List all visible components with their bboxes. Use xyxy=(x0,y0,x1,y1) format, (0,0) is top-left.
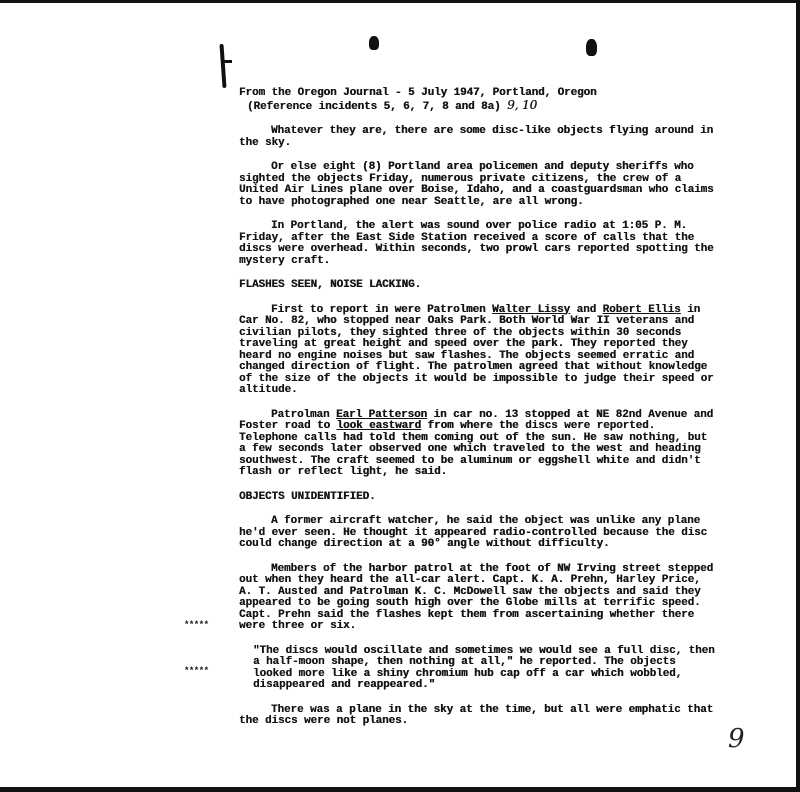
header-line-2 xyxy=(239,97,719,114)
reference-incidents: (Reference incidents 5, 6, 7, 8 and 8a) xyxy=(247,100,501,113)
paragraph-2: Or else eight (8) Portland area policemen and deputy sheriffs who sighted the objects Friday, numerous private citizens, the crew of a United Air Lines plane over Boise, Idaho, and a coastguardsman who claims to have photographed one near Seattle, are all wrong. xyxy=(239,161,714,208)
paragraph-4 xyxy=(239,305,719,397)
page-number: 9 xyxy=(728,724,745,754)
section-heading-unidentified: OBJECTS UNIDENTIFIED. xyxy=(239,490,376,503)
handwritten-annotation: 9, 10 xyxy=(507,97,538,112)
p5-text-a: Patrolman xyxy=(271,408,337,421)
p5-text-b: in car no. 13 stopped at NE 82nd Avenue and Foster road to xyxy=(239,408,714,432)
paragraph-9: There was a plane in the sky at the time, but all were emphatic that the discs were not planes. xyxy=(239,703,714,727)
patrolman-name-patterson: Earl Patterson xyxy=(336,408,428,421)
paragraph-1: Whatever they are, there are some disc-like objects flying around in the sky. xyxy=(239,125,714,149)
scan-edge-right xyxy=(796,0,800,792)
look-eastward-underlined: look eastward xyxy=(336,420,422,432)
margin-pen-tick xyxy=(224,60,232,63)
paragraph-3: In Portland, the alert was sound over police radio at 1:05 P. M. Friday, after the East Side Station received a score of calls that the discs were overhead. Within seconds, two prowl cars reported spotting the mystery craft. xyxy=(239,220,714,267)
section-heading-flashes: FLASHES SEEN, NOISE LACKING. xyxy=(239,279,422,291)
margin-asterisks-1: ***** xyxy=(184,620,209,630)
document-header xyxy=(239,88,719,113)
scan-edge-bottom xyxy=(0,787,800,792)
p4-text-a: First to report in were Patrolmen xyxy=(271,303,493,316)
p4-text-c: in Car No. 82, who stopped near Oaks Park. Both World War II veterans and civilian pilots, they sighted three of the objects within 30 seconds traveling at great height and speed over the park. They reported they heard no engine noises but saw flashes. The objects seemed erratic and changed direction of flight. The patrolmen agreed that without knowledge of the size of the objects it would be impossible to judge their speed or altitude. xyxy=(239,303,714,396)
header-line-1: From the Oregon Journal - 5 July 1947, Portland, Oregon xyxy=(239,87,597,99)
p4-text-b: and xyxy=(570,303,603,316)
punch-hole-right xyxy=(586,39,597,56)
p5-text-c: from where the discs were reported. Telephone calls had told them coming out of the sun. He saw nothing, but a few seconds later observed one which traveled to the west and heading southwest. The craft seemed to be aluminum or eggshell white and didn't flash or reflect light, he said. xyxy=(239,420,708,478)
paragraph-6: A former aircraft watcher, he said the object was unlike any plane he'd ever seen. He thought it appeared radio-controlled because the disc could change direction at a 90° angle without difficulty. xyxy=(239,515,708,550)
patrolman-name-lissy: Walter Lissy xyxy=(492,303,571,316)
margin-pen-mark xyxy=(219,44,226,88)
paragraph-7: Members of the harbor patrol at the foot of NW Irving street stepped out when they heard the all-car alert. Capt. K. A. Prehn, Harley Price, A. T. Austed and Patrolman K. C. McDowell saw the objects and said they appeared to be going south high over the Globe mills at terrific speed. Capt. Prehn said the flashes kept them from ascertaining whether there were three or six. xyxy=(239,562,714,632)
document-body xyxy=(239,88,719,728)
paragraph-5 xyxy=(239,410,719,479)
scan-edge-top xyxy=(0,0,800,3)
punch-hole-left xyxy=(369,36,379,50)
patrolman-name-ellis: Robert Ellis xyxy=(602,303,681,316)
paragraph-8-quote: "The discs would oscillate and sometimes we would see a full disc, then a half-moon shape, then nothing at all," he reported. The objects looked more like a shiny chromium hub cap off a car which wobbled, disappeared and reappeared." xyxy=(253,644,715,691)
margin-asterisks-2: ***** xyxy=(184,666,209,676)
